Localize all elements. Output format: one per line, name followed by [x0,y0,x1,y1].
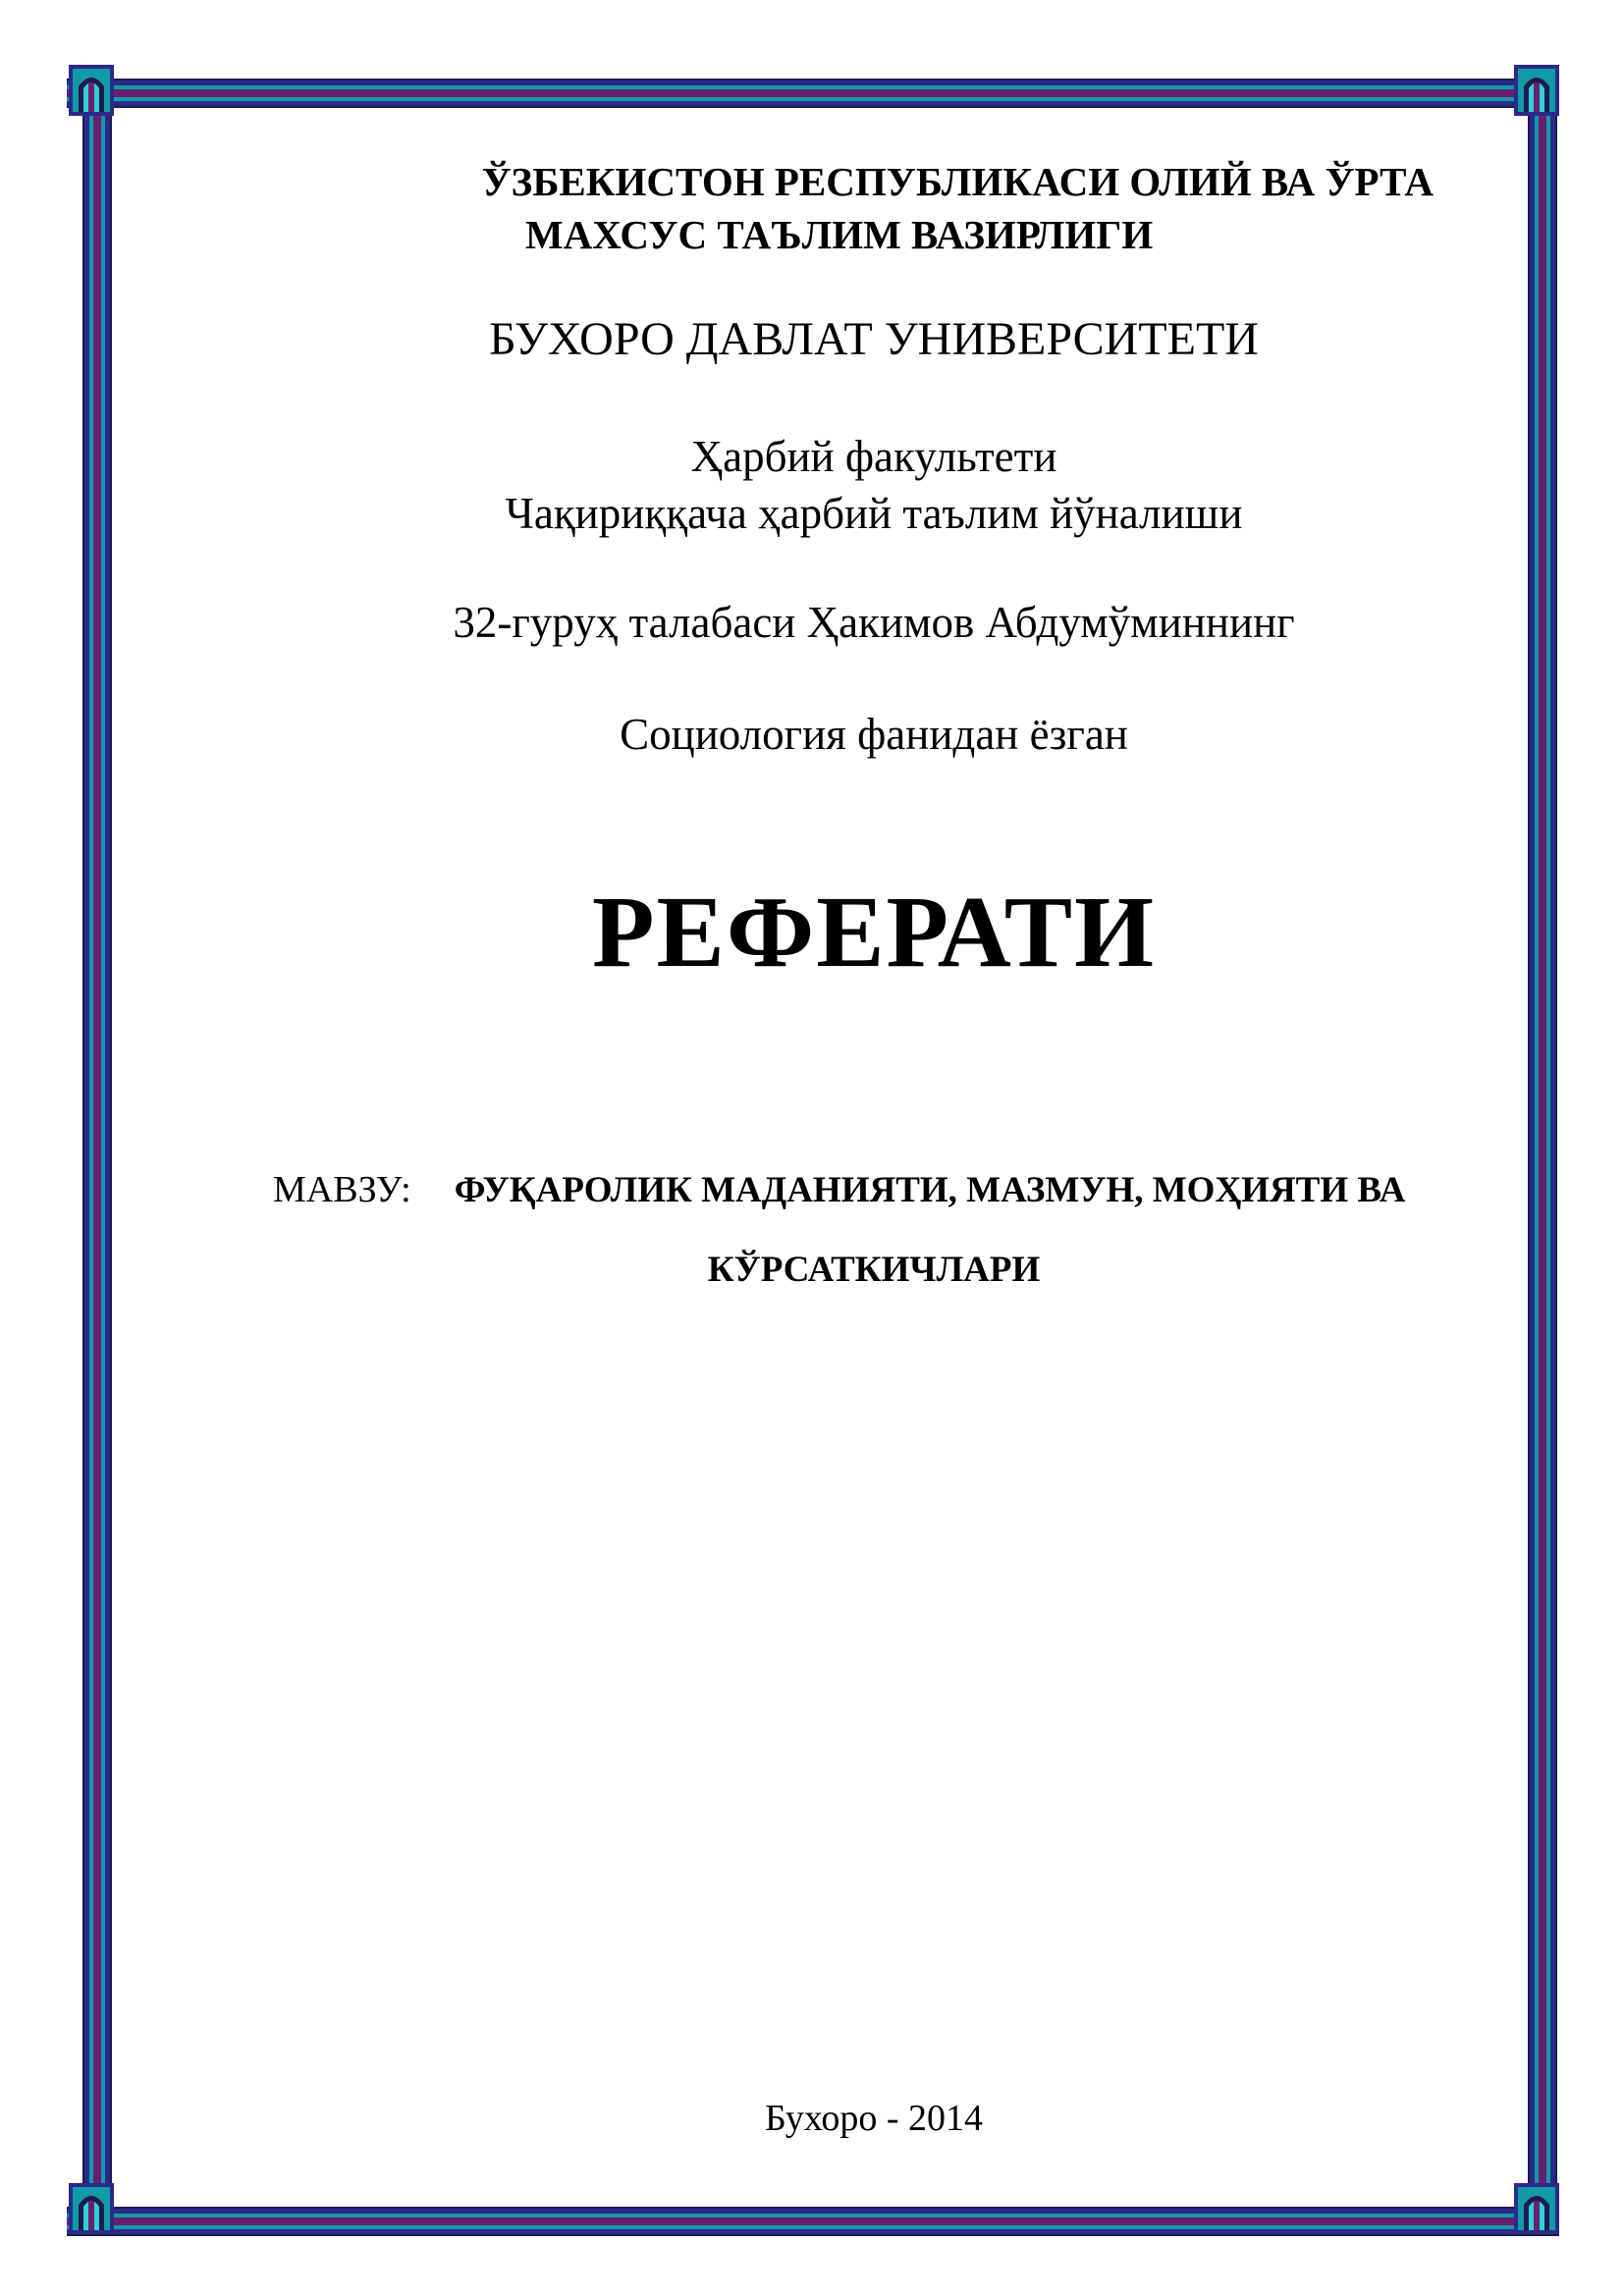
topic-value-line-1: ФУҚАРОЛИК МАДАНИЯТИ, МАЗМУН, МОҲИЯТИ ВА [454,1170,1406,1210]
direction-name: Чақириққача ҳарбий таълим йўналиши [505,489,1243,538]
corner-ornament-top-left [67,63,116,118]
student-line: 32-гуруҳ талабаси Ҳакимов Абдумўминнинг [453,598,1295,647]
subject-line: Социология фанидан ёзган [620,710,1128,759]
border-top [67,79,1559,108]
border-right [1528,69,1557,2228]
corner-ornament-bottom-right [1512,2181,1561,2236]
ministry-heading [324,155,1434,261]
topic-line [273,1168,1405,1211]
ministry-line-2: МАХСУС ТАЪЛИМ ВАЗИРЛИГИ [525,212,1154,257]
ministry-line-1: ЎЗБЕКИСТОН РЕСПУБЛИКАСИ ОЛИЙ ВА ЎРТА [481,159,1434,204]
place-year: Бухоро - 2014 [764,2098,984,2139]
topic-value-line-2: КЎРСАТКИЧЛАРИ [707,1250,1041,1290]
faculty-name: Ҳарбий факультети [690,432,1057,481]
corner-ornament-bottom-left [67,2181,116,2236]
border-bottom [67,2207,1559,2236]
corner-ornament-top-right [1512,63,1561,118]
document-title: РЕФЕРАТИ [591,876,1157,988]
border-left [82,69,112,2228]
faculty-block [285,428,1463,542]
topic-label: МАВЗУ: [273,1169,411,1210]
university-name: БУХОРО ДАВЛАТ УНИВЕРСИТЕТИ [489,313,1259,365]
